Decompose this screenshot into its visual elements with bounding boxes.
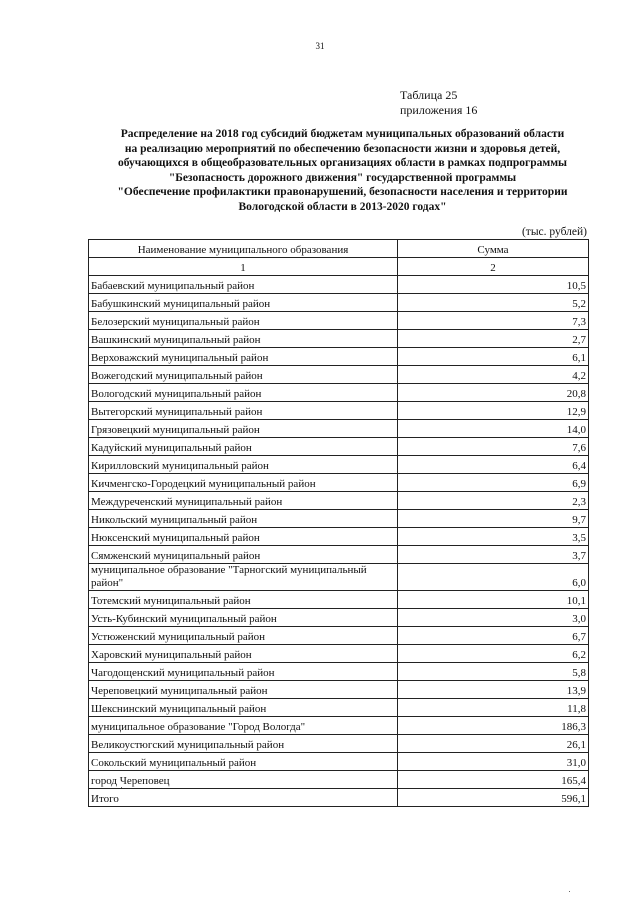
column-number: 1 — [89, 258, 398, 276]
subsidy-amount: 26,1 — [398, 735, 589, 753]
table-row — [89, 546, 589, 564]
subsidy-amount: 6,9 — [398, 474, 589, 492]
subsidy-amount: 11,8 — [398, 699, 589, 717]
municipality-name: Великоустюгский муниципальный район — [89, 735, 398, 753]
municipality-name: Кирилловский муниципальный район — [89, 456, 398, 474]
subsidy-amount: 6,1 — [398, 348, 589, 366]
municipality-name: муниципальное образование "Город Вологда" — [89, 717, 398, 735]
municipality-name: Никольский муниципальный район — [89, 510, 398, 528]
municipality-name: Междуреченский муниципальный район — [89, 492, 398, 510]
subsidy-amount: 6,4 — [398, 456, 589, 474]
subsidy-amount: 2,3 — [398, 492, 589, 510]
total-row — [89, 789, 589, 807]
subsidy-table — [88, 239, 589, 807]
title-line: на реализацию мероприятий по обеспечению безопасности жизни и здоровья детей, — [124, 142, 561, 155]
table-row — [89, 771, 589, 789]
table-row — [89, 294, 589, 312]
page-number: 31 — [315, 41, 325, 51]
table-row — [89, 420, 589, 438]
table-row — [89, 699, 589, 717]
subsidy-amount: 9,7 — [398, 510, 589, 528]
scan-speck — [569, 891, 570, 892]
table-row — [89, 384, 589, 402]
table-row — [89, 645, 589, 663]
table-row — [89, 348, 589, 366]
table-reference-line2: приложения 16 — [400, 103, 478, 117]
subsidy-amount: 20,8 — [398, 384, 589, 402]
subsidy-amount: 186,3 — [398, 717, 589, 735]
municipality-name: Шекснинский муниципальный район — [89, 699, 398, 717]
subsidy-amount: 4,2 — [398, 366, 589, 384]
table-row — [89, 609, 589, 627]
table-row — [89, 312, 589, 330]
table-row — [89, 681, 589, 699]
municipality-name: Бабушкинский муниципальный район — [89, 294, 398, 312]
document-title — [95, 127, 590, 215]
municipality-name: Нюксенский муниципальный район — [89, 528, 398, 546]
header-amount: Сумма — [398, 240, 589, 258]
table-reference-line1: Таблица 25 — [400, 88, 458, 102]
table-row — [89, 330, 589, 348]
table-row — [89, 438, 589, 456]
subsidy-amount: 3,7 — [398, 546, 589, 564]
subsidy-amount: 31,0 — [398, 753, 589, 771]
table-body — [89, 276, 589, 789]
table-row — [89, 402, 589, 420]
municipality-name: город Череповец — [89, 771, 398, 789]
header-name: Наименование муниципального образования — [89, 240, 398, 258]
table-row — [89, 492, 589, 510]
municipality-name: Устюженский муниципальный район — [89, 627, 398, 645]
subsidy-amount: 10,1 — [398, 591, 589, 609]
table-row — [89, 474, 589, 492]
municipality-name: Верховажский муниципальный район — [89, 348, 398, 366]
subsidy-amount: 3,5 — [398, 528, 589, 546]
table-row — [89, 366, 589, 384]
table-row — [89, 735, 589, 753]
title-line: Распределение на 2018 год субсидий бюджетам муниципальных образований области — [120, 128, 565, 140]
subsidy-amount: 12,9 — [398, 402, 589, 420]
municipality-name: Чагодощенский муниципальный район — [89, 663, 398, 681]
municipality-name: Бабаевский муниципальный район — [89, 276, 398, 294]
table-row — [89, 753, 589, 771]
municipality-name: Кичменгско-Городецкий муниципальный район — [89, 474, 398, 492]
subsidy-amount: 5,8 — [398, 663, 589, 681]
subsidy-amount: 2,7 — [398, 330, 589, 348]
table-row — [89, 276, 589, 294]
header-row — [89, 240, 589, 258]
subsidy-amount: 5,2 — [398, 294, 589, 312]
municipality-name: Тотемский муниципальный район — [89, 591, 398, 609]
municipality-name: Харовский муниципальный район — [89, 645, 398, 663]
municipality-name: муниципальное образование "Тарногский муниципальный район" — [89, 564, 398, 591]
column-number: 2 — [398, 258, 589, 276]
subsidy-amount: 10,5 — [398, 276, 589, 294]
table-row — [89, 528, 589, 546]
municipality-name: Белозерский муниципальный район — [89, 312, 398, 330]
title-line: "Безопасность дорожного движения" государственной программы — [168, 171, 517, 184]
subsidy-amount: 14,0 — [398, 420, 589, 438]
municipality-name: Вожегодский муниципальный район — [89, 366, 398, 384]
table-row — [89, 456, 589, 474]
title-line: Вологодской области в 2013-2020 годах" — [238, 200, 447, 213]
subsidy-amount: 6,7 — [398, 627, 589, 645]
table-reference — [400, 88, 477, 118]
municipality-name: Вытегорский муниципальный район — [89, 402, 398, 420]
table-row — [89, 717, 589, 735]
subsidy-amount: 13,9 — [398, 681, 589, 699]
municipality-name: Вашкинский муниципальный район — [89, 330, 398, 348]
table-row — [89, 564, 589, 591]
municipality-name: Череповецкий муниципальный район — [89, 681, 398, 699]
scan-speck — [121, 787, 122, 788]
subsidy-amount: 3,0 — [398, 609, 589, 627]
table-row — [89, 627, 589, 645]
total-label: Итого — [89, 789, 398, 807]
table-row — [89, 591, 589, 609]
subsidy-amount: 6,0 — [398, 564, 589, 591]
title-line: обучающихся в общеобразовательных организациях области в рамках подпрограммы — [117, 157, 568, 170]
subsidy-amount: 6,2 — [398, 645, 589, 663]
municipality-name: Вологодский муниципальный район — [89, 384, 398, 402]
total-amount: 596,1 — [398, 789, 589, 807]
municipality-name: Сокольский муниципальный район — [89, 753, 398, 771]
column-number-row — [89, 258, 589, 276]
table-row — [89, 663, 589, 681]
table-row — [89, 510, 589, 528]
municipality-name: Грязовецкий муниципальный район — [89, 420, 398, 438]
municipality-name: Сямженский муниципальный район — [89, 546, 398, 564]
subsidy-amount: 165,4 — [398, 771, 589, 789]
title-line: "Обеспечение профилактики правонарушений, безопасности населения и территории — [117, 186, 568, 199]
municipality-name: Кадуйский муниципальный район — [89, 438, 398, 456]
units-label: (тыс. рублей) — [521, 226, 587, 238]
municipality-name: Усть-Кубинский муниципальный район — [89, 609, 398, 627]
subsidy-amount: 7,6 — [398, 438, 589, 456]
subsidy-amount: 7,3 — [398, 312, 589, 330]
